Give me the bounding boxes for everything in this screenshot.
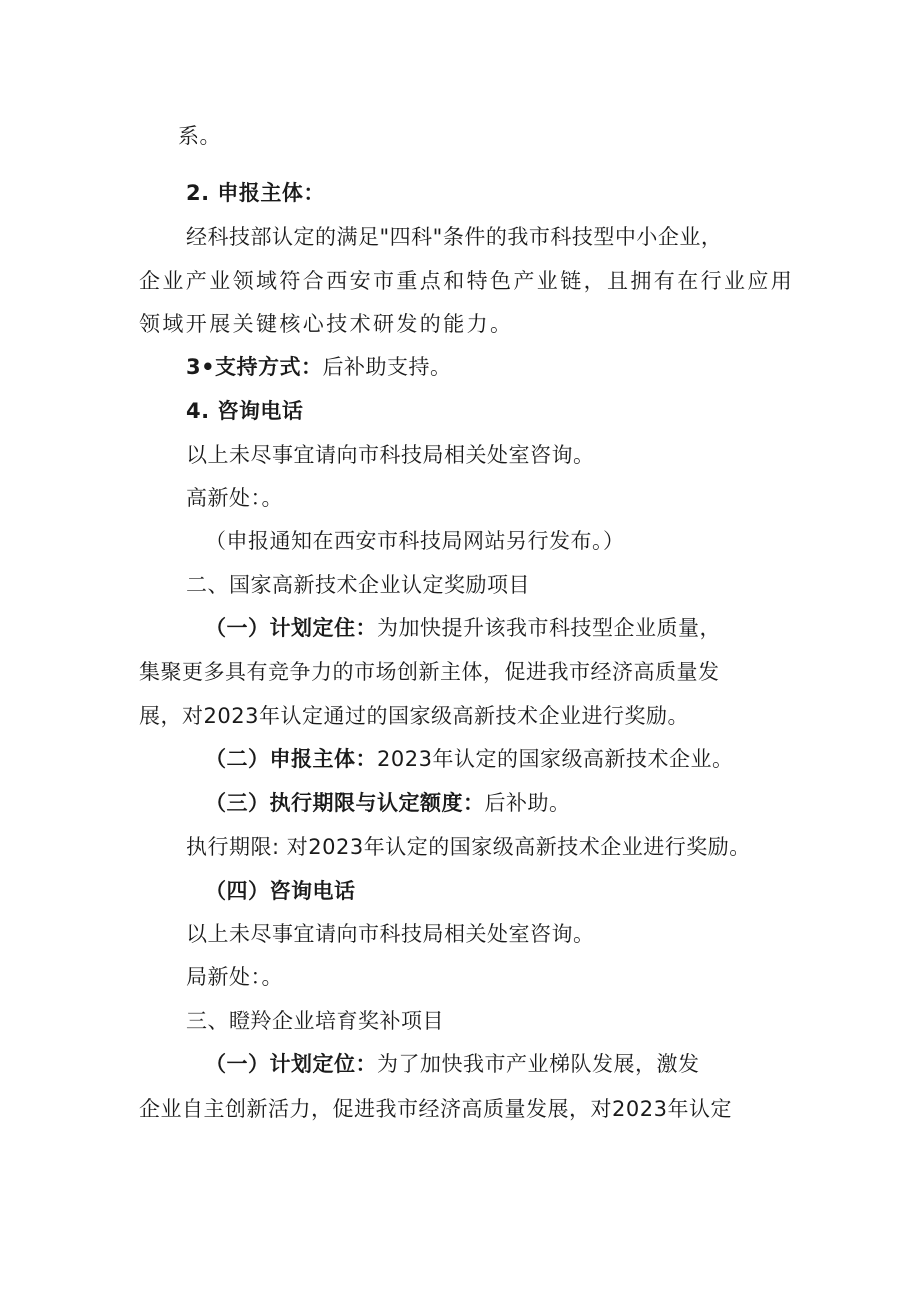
text-line: 以上未尽事宜请向市科技局相关处室咨询。 [186,922,595,946]
section-heading: 三、瞪羚企业培育奖补项目 [186,1009,444,1033]
text-line: 3•支持方式：后补助支持。 [186,355,452,379]
section-heading: （四）咨询电话 [205,879,356,903]
section-heading: 2. 申报主体： [186,181,325,205]
text-line: 执行期限: 对2023年认定的国家级高新技术企业进行奖励。 [186,835,751,859]
text-line: 展，对2023年认定通过的国家级高新技术企业进行奖励。 [139,704,689,728]
text-line: 高新处：。 [186,486,283,510]
text-line: 领域开展关键核心技术研发的能力。 [139,312,514,336]
text-line: 集聚更多具有竞争力的市场创新主体，促进我市经济高质量发 [139,660,720,684]
text-line: （申报通知在西安市科技局网站另行发布。） [205,529,625,553]
text-line: 局新处：。 [186,965,283,989]
text-line: 企业产业领域符合西安市重点和特色产业链，且拥有在行业应用 [139,269,795,293]
text-line: 企业自主创新活力，促进我市经济高质量发展，对2023年认定 [139,1097,732,1121]
text-line: （一）计划定位：为了加快我市产业梯队发展，激发 [205,1052,700,1076]
text-line: （一）计划定住：为加快提升该我市科技型企业质量， [205,616,721,640]
text-line: （二）申报主体：2023年认定的国家级高新技术企业。 [205,747,734,771]
text-line: 以上未尽事宜请向市科技局相关处室咨询。 [186,443,595,467]
section-heading: 二、国家高新技术企业认定奖励项目 [186,573,530,597]
text-line: 经科技部认定的满足"四科"条件的我市科技型中小企业， [186,225,723,249]
section-heading: 4. 咨询电话 [186,399,304,423]
text-line: （三）执行期限与认定额度：后补助。 [205,791,571,815]
text-line: 系。 [178,124,221,148]
